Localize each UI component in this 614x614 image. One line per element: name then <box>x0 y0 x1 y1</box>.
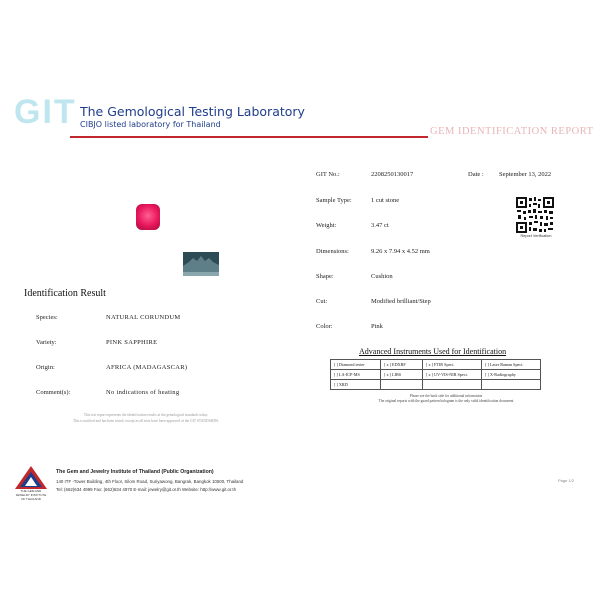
instrument-cell: [ x ] UV-VIS-NIR Spect. <box>423 370 482 380</box>
sample-type-value: 1 cut stone <box>371 197 400 204</box>
stand-icon <box>183 252 219 276</box>
qr-caption: Report Verification <box>520 234 552 238</box>
fine-print-note-1: This test report represents the identification results at the gemological standards today. <box>83 413 209 417</box>
table-row <box>331 370 541 380</box>
institute-contact: Tel: (662)634 4999 Fax: (662)634 4970 E-mail: jewelry@git.or.th Website: http://www.git.or.th <box>56 487 237 492</box>
variety-label: Variety: <box>36 339 57 346</box>
table-row <box>331 380 541 390</box>
instrument-cell <box>482 380 541 390</box>
origin-label: Origin: <box>36 364 55 371</box>
instrument-cell <box>423 380 482 390</box>
weight-label: Weight: <box>316 222 337 229</box>
instrument-cell: [ x ] FTIR Spect. <box>423 360 482 370</box>
dimensions-value: 9.26 x 7.94 x 4.52 mm <box>371 248 430 255</box>
instrument-cell: [ x ] LIBS <box>381 370 423 380</box>
sample-type-label: Sample Type: <box>316 197 352 204</box>
table-row <box>331 360 541 370</box>
gemstone-photo <box>136 204 160 230</box>
variety-value: PINK SAPPHIRE <box>106 339 158 346</box>
report-number-value: 2208250130017 <box>371 171 414 178</box>
report-type-title: GEM IDENTIFICATION REPORT <box>430 126 594 137</box>
weight-value: 3.47 ct <box>371 222 389 229</box>
instruments-table <box>330 359 541 390</box>
instruments-note-1: Please see the back side for additional information <box>409 394 483 398</box>
instrument-cell: [ ] Laser Raman Spect. <box>482 360 541 370</box>
cut-value: Modified brilliant/Step <box>371 298 431 305</box>
color-label: Color: <box>316 323 333 330</box>
instrument-cell: [ ] XRD <box>331 380 381 390</box>
instrument-cell: [ ] Diamond tester <box>331 360 381 370</box>
instrument-cell: [ ] LA-ICP-MS <box>331 370 381 380</box>
institute-name: The Gem and Jewelry Institute of Thailand (Public Organization) <box>56 469 214 475</box>
comments-value: No indications of heating <box>106 389 180 396</box>
instruments-note <box>330 394 562 404</box>
date-value: September 13, 2022 <box>499 171 552 178</box>
lab-name: The Gemological Testing Laboratory <box>80 104 305 119</box>
instrument-cell: [ ] X-Radiography <box>482 370 541 380</box>
date-label: Date : <box>468 171 484 178</box>
institute-logo-icon <box>14 465 48 491</box>
origin-value: AFRICA (MADAGASCAR) <box>106 364 188 371</box>
species-value: NATURAL CORUNDUM <box>106 314 181 321</box>
institute-logo-text: THE GEM AND JEWELRY INSTITUTE OF THAILAND <box>15 489 47 501</box>
species-label: Species: <box>36 314 58 321</box>
shape-value: Cushion <box>371 273 393 280</box>
shape-label: Shape: <box>316 273 334 280</box>
institute-address: 140 ITF -Tower Building, 4th Floor, Silom Road, Suriyawong, Bangrak, Bangkok 10500, Thailand <box>56 479 244 484</box>
header-divider <box>70 136 428 138</box>
comments-label: Comment(s): <box>36 389 71 396</box>
page-number: Page 1/2 <box>558 478 575 483</box>
instrument-cell <box>381 380 423 390</box>
instruments-title: Advanced Instruments Used for Identification <box>359 347 507 356</box>
instrument-cell: [ x ] EDXRF <box>381 360 423 370</box>
cut-label: Cut: <box>316 298 328 305</box>
lab-subtitle: CIBJO listed laboratory for Thailand <box>80 120 221 129</box>
fine-print-note-2: This is notified and has been tested, except as all tests have been approved of the GIT STANDARDS. <box>72 419 220 423</box>
identification-result-title: Identification Result <box>24 288 106 299</box>
report-number-label: GIT No.: <box>316 171 340 178</box>
color-value: Pink <box>371 323 383 330</box>
dimensions-label: Dimensions: <box>316 248 349 255</box>
git-logo: GIT <box>14 93 77 131</box>
instruments-note-2: The original reports with the guard pattern hologram is the only valid identification document <box>378 398 514 403</box>
qr-code-icon[interactable] <box>515 196 555 234</box>
